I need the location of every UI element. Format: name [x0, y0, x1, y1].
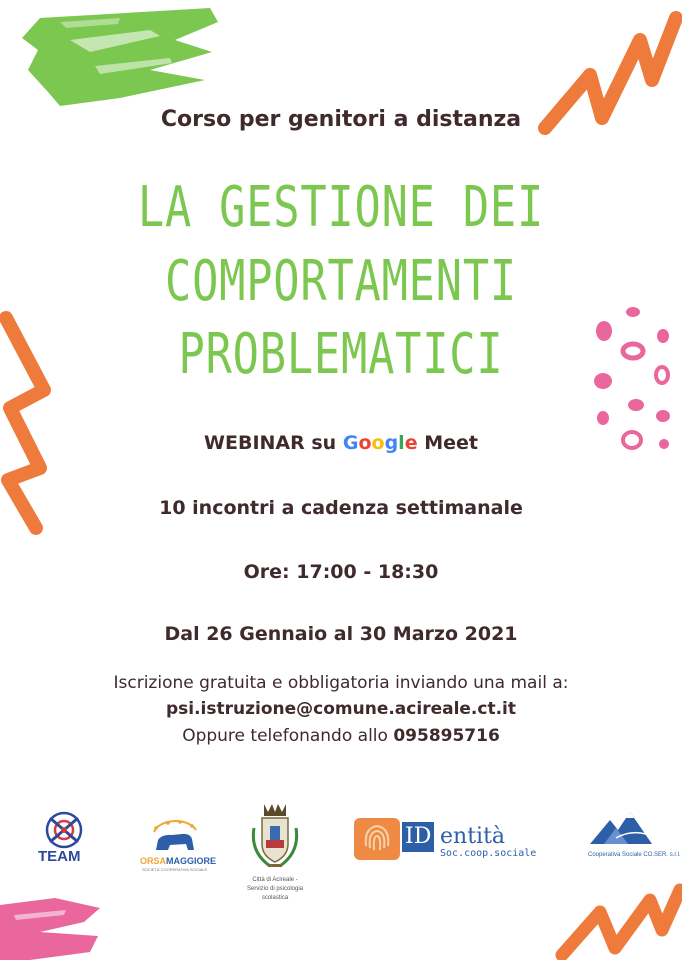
green-brush-splash — [22, 8, 218, 106]
fingerprint-icon — [352, 816, 402, 862]
identita-logo — [352, 816, 552, 866]
maggiore-text: MAGGIORE — [166, 856, 217, 866]
google-letter: G — [342, 432, 359, 454]
identita-id-badge: ID — [402, 822, 434, 852]
orsa-maggiore-name — [140, 856, 216, 866]
acireale-caption — [244, 876, 306, 903]
team-emblem-icon — [36, 808, 92, 852]
dates-line: Dal 26 Gennaio al 30 Marzo 2021 — [164, 623, 518, 645]
google-letter: o — [371, 432, 385, 454]
bear-icon — [140, 818, 208, 854]
orsa-text: ORSA — [140, 856, 167, 866]
registration-text: Iscrizione gratuita e obbligatoria inviando una mail a: — [113, 673, 569, 693]
webinar-prefix: WEBINAR su — [204, 432, 343, 454]
mountain-icon — [586, 808, 656, 848]
google-letter: l — [398, 432, 405, 454]
acireale-coat-of-arms-icon — [240, 800, 310, 874]
meet-label: Meet — [417, 432, 478, 454]
google-letter: g — [384, 432, 399, 454]
acireale-caption-line-2: Servizio di psicologia — [246, 886, 304, 892]
phone-number[interactable]: 095895716 — [393, 726, 500, 746]
meetings-line: 10 incontri a cadenza settimanale — [159, 497, 523, 519]
webinar-line — [0, 432, 682, 454]
registration-email[interactable]: psi.istruzione@comune.acireale.ct.it — [165, 699, 517, 719]
title-line-1: LA GESTIONE DEI — [137, 175, 545, 240]
acireale-caption-line-1: Città di Acireale - — [252, 877, 298, 883]
title-line-2: COMPORTAMENTI — [164, 249, 517, 314]
registration-phone-line — [0, 726, 682, 746]
pink-brush-splash — [0, 898, 100, 960]
team-logo-text: TEAM — [38, 848, 81, 865]
course-subtitle: Corso per genitori a distanza — [160, 107, 522, 132]
orsa-maggiore-subtitle: SOCIETÀ COOPERATIVA SOCIALE — [142, 867, 208, 872]
acireale-caption-line-3: scolastica — [261, 895, 289, 901]
hours-line: Ore: 17:00 - 18:30 — [243, 561, 439, 583]
orange-zigzag-bottom-right — [562, 890, 680, 955]
title-line-3: PROBLEMATICI — [178, 322, 504, 387]
identita-subtitle: Soc.coop.sociale — [440, 848, 537, 859]
acireale-logo — [240, 800, 310, 905]
phone-prefix: Oppure telefonando allo — [182, 726, 394, 746]
google-wordmark — [343, 432, 418, 454]
google-letter: o — [358, 432, 372, 454]
identita-name: entità — [440, 824, 506, 849]
google-letter: e — [404, 432, 418, 454]
coser-logo — [586, 808, 681, 870]
team-logo — [36, 808, 92, 868]
orsa-maggiore-logo — [140, 818, 217, 874]
coser-caption: Cooperativa Sociale CO.SER. s.r.l. — [588, 852, 681, 858]
